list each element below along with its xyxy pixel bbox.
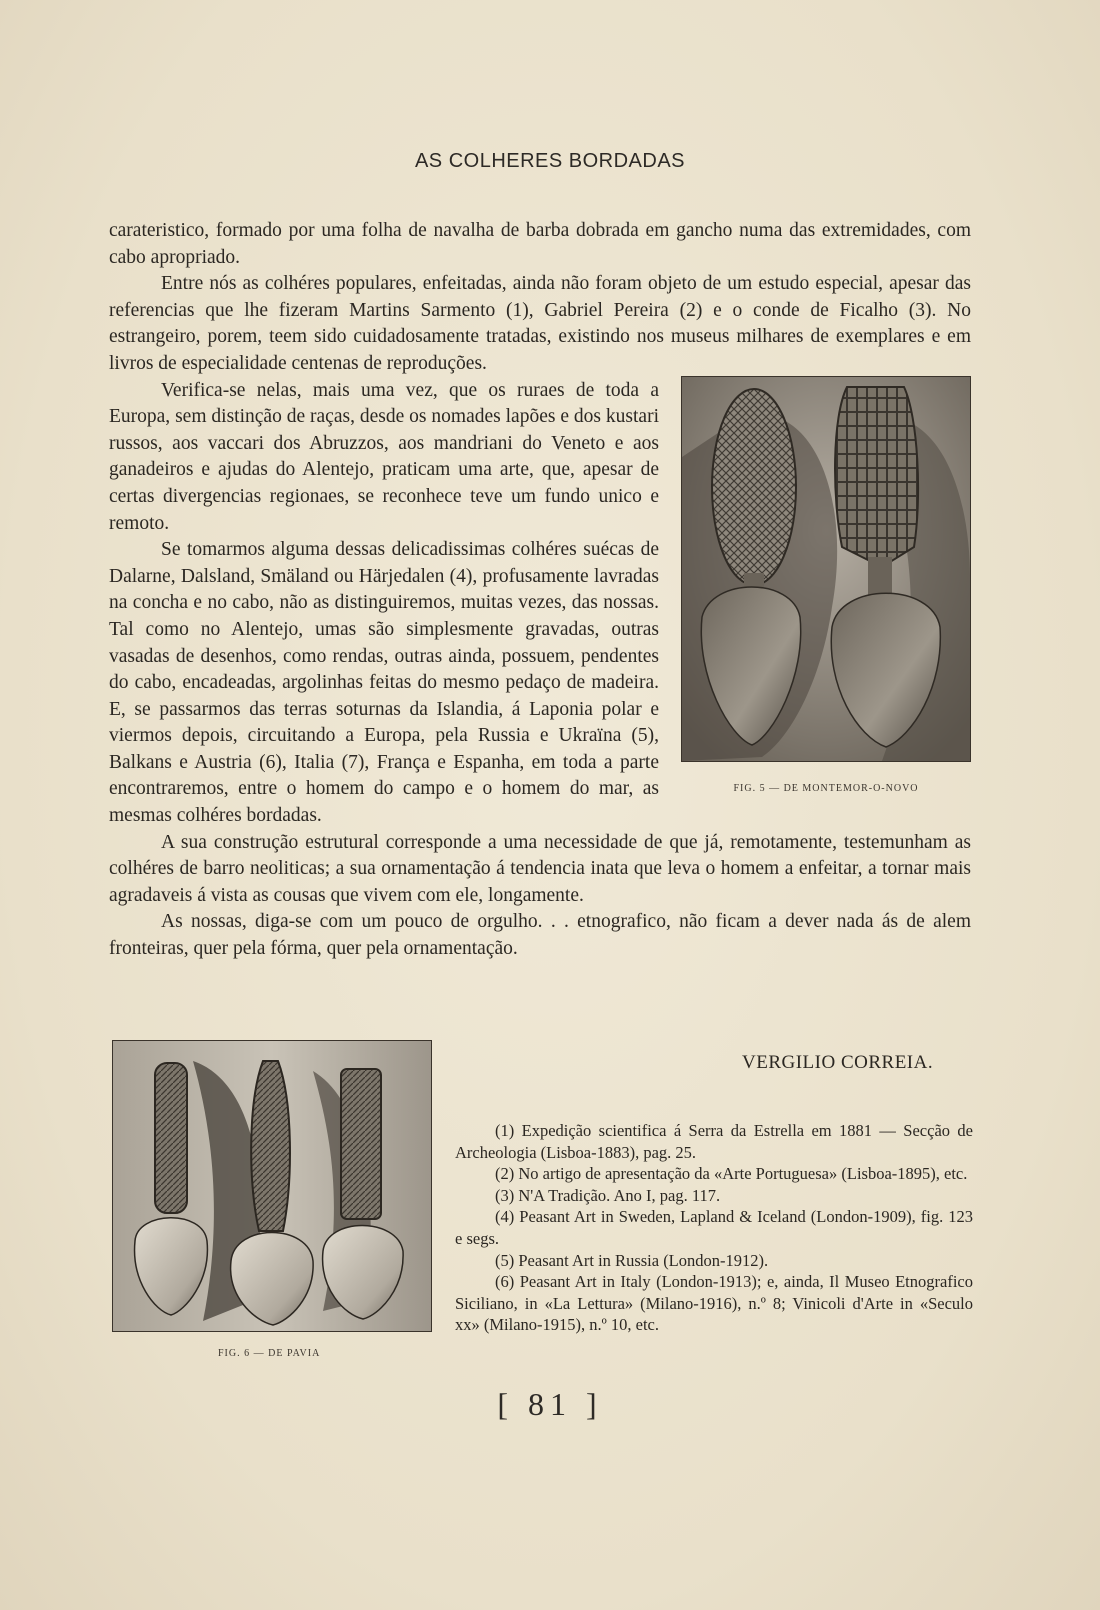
footnote-1: (1) Expedição scientifica á Serra da Estrella em 1881 — Secção de Archeologia (Lisboa-1883), pag. 25. [455, 1121, 973, 1162]
running-head: AS COLHERES BORDADAS [414, 150, 686, 172]
figure-6 [112, 1040, 432, 1359]
paragraph-2: Entre nós as colhéres populares, enfeitadas, ainda não foram objeto de um estudo especial, apesar das referencias que lhe fizeram Martins Sarmento (1), Gabriel Pereira (2) e o conde de Ficalho (3). No estrangeiro, porem, teem sido cuidadosamente tratadas, existindo nos museus milhares de exemplares e em livros de especialidade centenas de reproduções. [109, 273, 971, 374]
paragraph-4: Se tomarmos alguma dessas delicadissimas colhéres suécas de Dalarne, Dalsland, Smäland ou Härjedalen (4), profusamente lavradas na concha e no cabo, não as distinguiremos, muitas vezes, das nossas. Tal como no Alentejo, umas são simplesmente gravadas, outras vasadas de desenhos, como rendas, outras ainda, possuem, pendentes do cabo, encadeadas, argolinhas feitas do mesmo pedaço de madeira. E, se passarmos das terras soturnas da Islandia, á Laponia polar e viermos depois, circuitando a Europa, pela Russia e Ukraïna (5), Balkans e Austria (6), Italia (7), França e Espanha, em toda a parte encontraremos, entre o homem do campo e o homem do mar, as mesmas colhéres bordadas. [109, 539, 659, 827]
author-signature: VERGILIO CORREIA. [742, 1052, 934, 1073]
pavia-spoons-illustration [113, 1041, 431, 1331]
footnote-2: (2) No artigo de apresentação da «Arte Portuguesa» (Lisboa-1895), etc. [495, 1164, 968, 1184]
paragraph-3: Verifica-se nelas, mais uma vez, que os ruraes de toda a Europa, sem distinção de raças, desde os nomades lapões e dos kustari russos, aos vaccari dos Abruzzos, aos mandriani do Veneto e aos ganadeiros e ajudas do Alentejo, praticam uma arte, que, apesar de certas divergencias regionaes, se reconhece teve um fundo unico e remoto. [109, 379, 659, 534]
carved-spoons-illustration [682, 377, 970, 761]
paragraph-6: As nossas, diga-se com um pouco de orgulho. . . etnografico, não ficam a dever nada ás de alem fronteiras, quer pela fórma, quer pela ornamentação. [109, 911, 971, 960]
footnote-6: (6) Peasant Art in Italy (London-1913); e, ainda, Il Museo Etnografico Siciliano, in «La Lettura» (Milano-1916), n.º 8; Vinicoli d'Arte in «Seculo xx» (Milano-1915), n.º 10, etc. [455, 1272, 973, 1335]
footnote-4: (4) Peasant Art in Sweden, Lapland & Iceland (London-1909), fig. 123 e segs. [455, 1207, 973, 1248]
figure-5 [681, 376, 971, 803]
figure-6-caption: FIG. 6 — DE PAVIA [218, 1348, 321, 1359]
article-body [109, 218, 971, 963]
paragraph-5: A sua construção estrutural corresponde a uma necessidade de que já, remotamente, testemunham as colhéres de barro neoliticas; a sua ornamentação á tendencia inata que leva o homem a enfeitar, a tornar mais agradaveis á vista as cousas que vivem com ele, longamente. [109, 831, 971, 906]
footnote-5: (5) Peasant Art in Russia (London-1912). [495, 1250, 769, 1270]
footnote-3: (3) N'A Tradição. Ano I, pag. 117. [495, 1185, 721, 1205]
paragraph-1: carateristico, formado por uma folha de navalha de barba dobrada em gancho numa das extremidades, com cabo apropriado. [109, 220, 971, 268]
figure-5-photo [681, 376, 971, 762]
page-number: [ 81 ] [497, 1386, 603, 1422]
footnotes [455, 1120, 973, 1336]
figure-5-caption: FIG. 5 — DE MONTEMOR-O-NOVO [733, 782, 919, 794]
figure-6-photo [112, 1040, 432, 1332]
